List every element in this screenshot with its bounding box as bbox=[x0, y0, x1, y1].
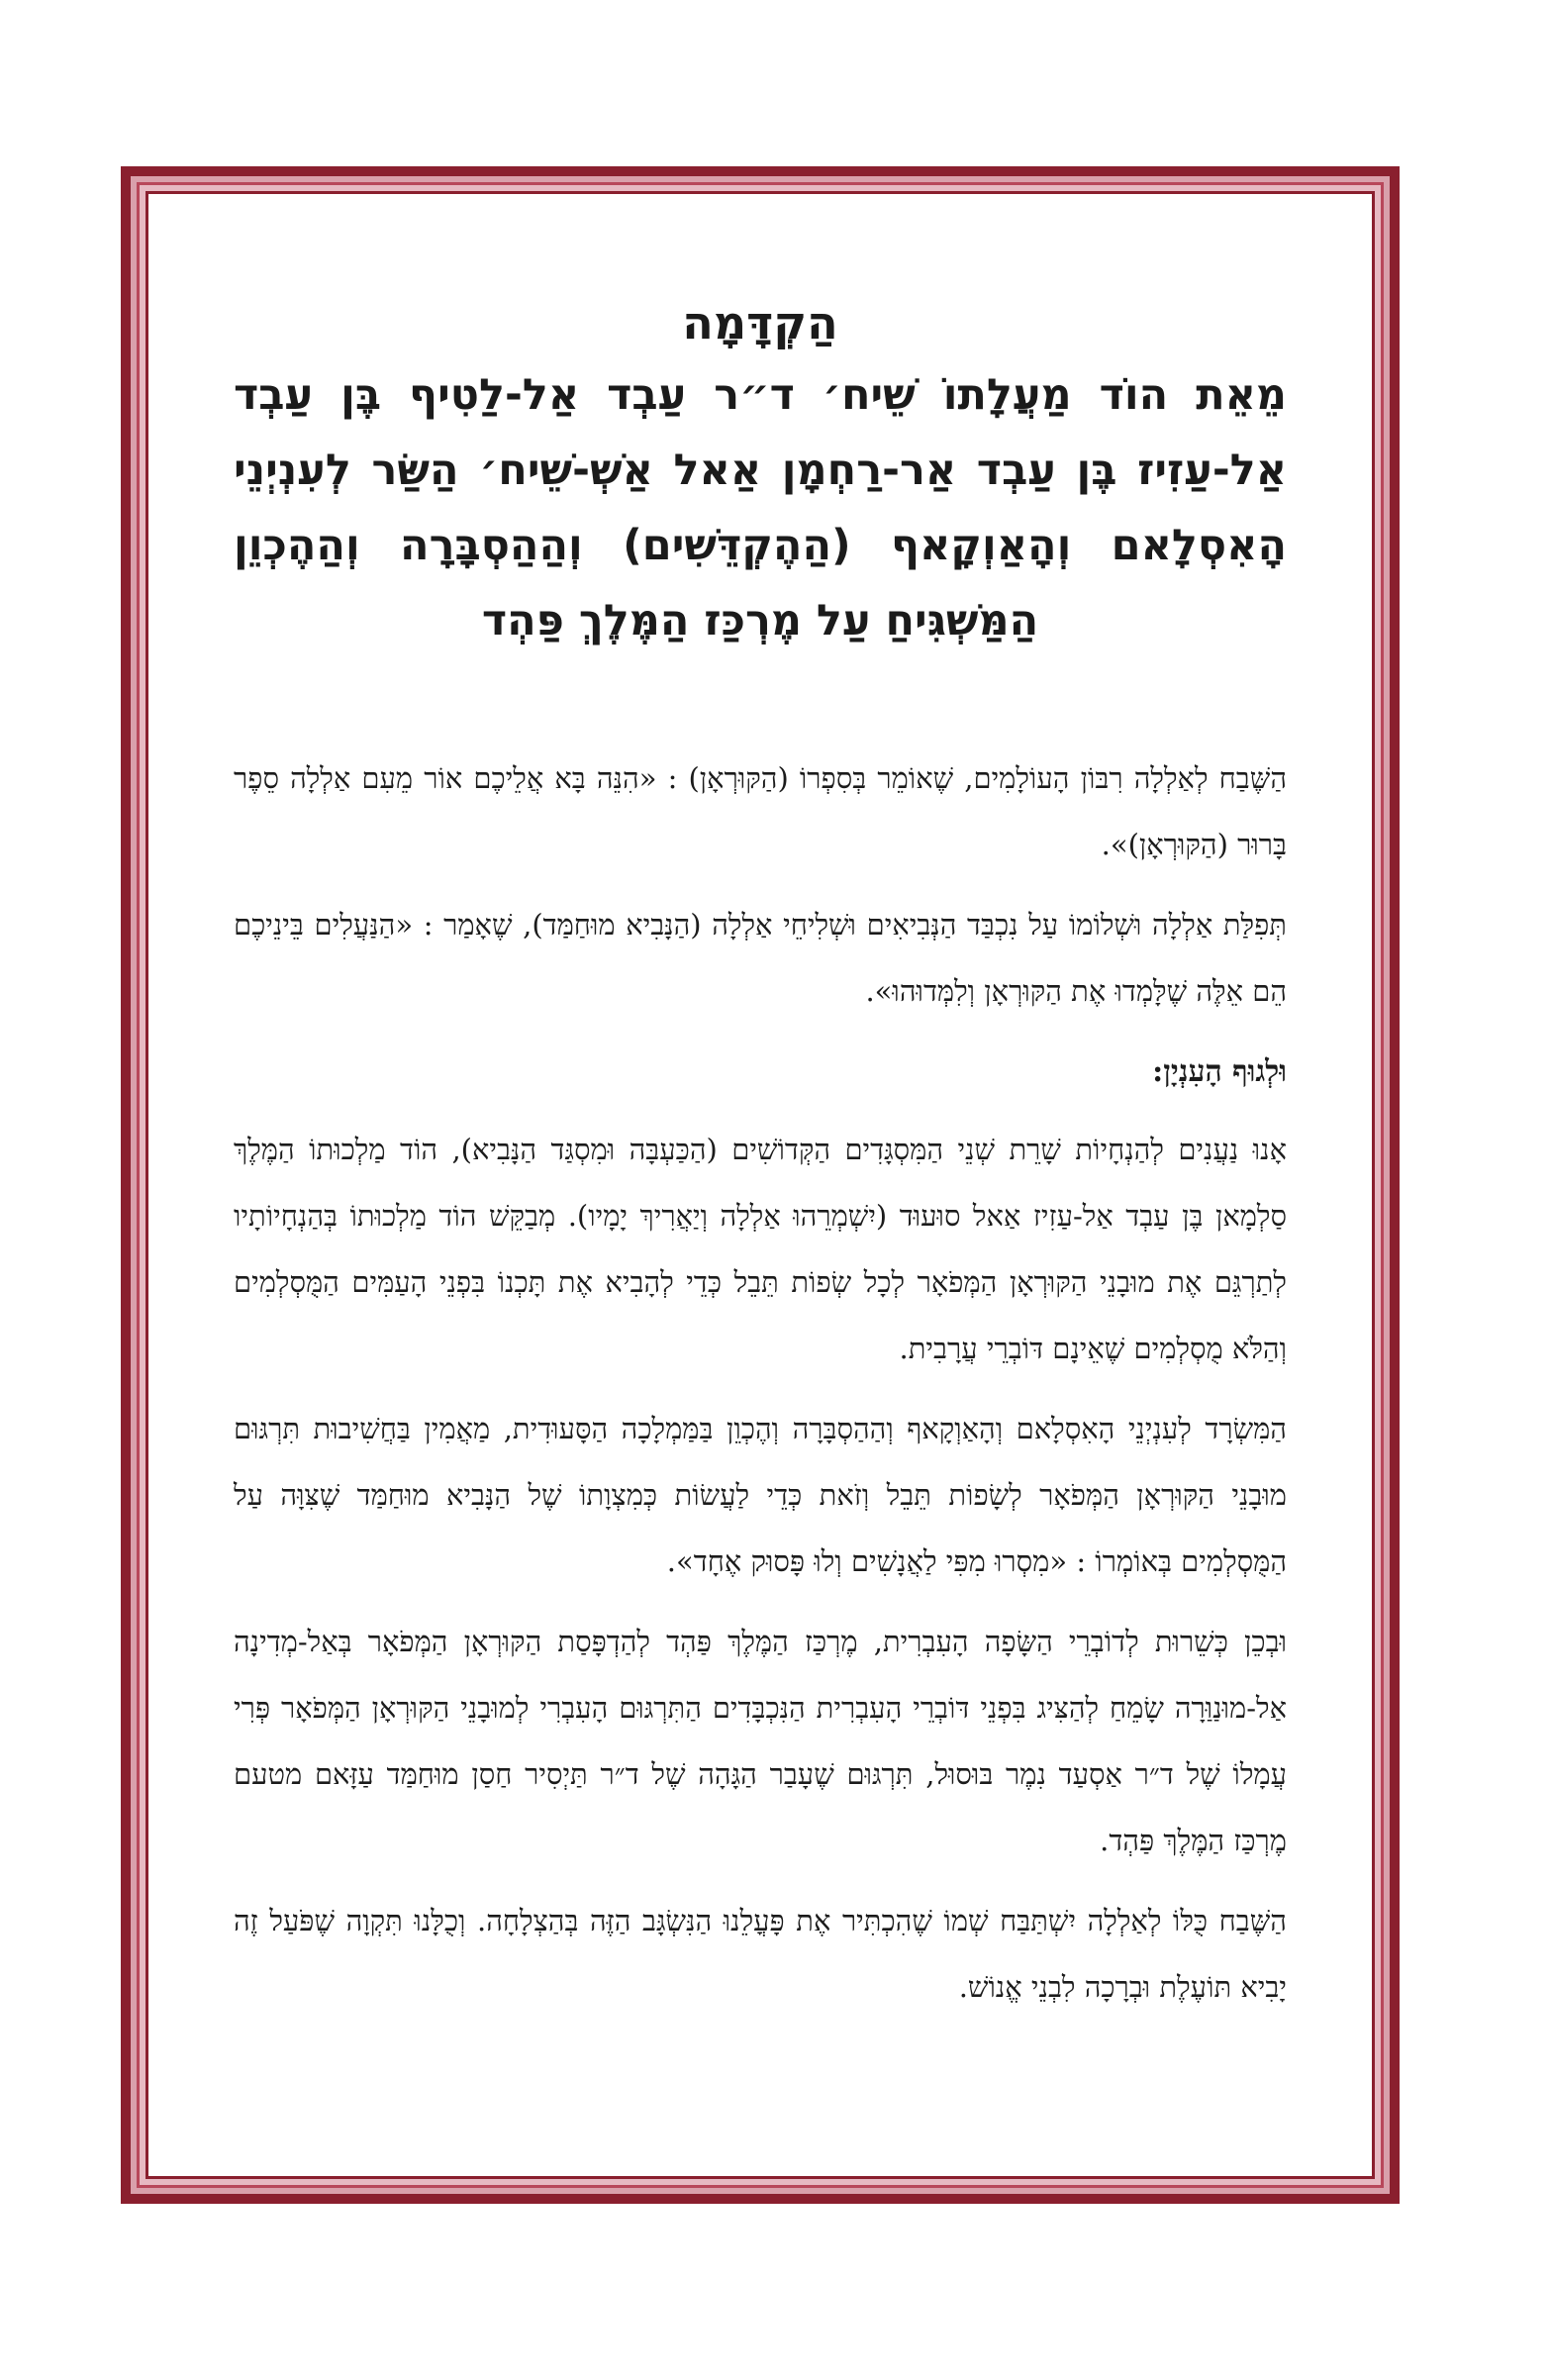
paragraph-2: תְּפִלַּת אַלְלָה וּשְׁלוֹמוֹ עַל נִכְבַּד הַנְּבִיאִים וּשְׁלִיחֵי אַלְלָה (הַנָּבִיא מוּחַמַּד), שֶׁאָמַר : «הַנַּעֲלִים בֵּינֵיכֶם הֵם אֵלֶּה שֶׁלָּמְדוּ אֶת הַקּוּרְאָן וְלִמְּדוּהוּ». bbox=[234, 908, 1287, 1008]
page-border-frame bbox=[121, 166, 1400, 2204]
page-content bbox=[234, 288, 1287, 2136]
section-heading: וּלְגוּף הָעִנְיָן: bbox=[1152, 1054, 1287, 1089]
paragraph-4: הַמִּשְׂרָד לְעִנְיְנֵי הָאִסְלָאם וְהָאַוְקָאף וְהַהַסְבָּרָה וְהֶכְוֵן בַּמַּמְלָכָה הַסָּעוּדִית, מַאֲמִין בַּחֲשִׁיבוּת תִּרְגּוּם מוּבָנֵי הַקּוּרְאָן הַמְּפֹאָר לְשָׂפוֹת תֵּבֵל וְזֹאת כְּדֵי לַעֲשׂוֹת כְּמִצְוָתוֹ שֶׁל הַנָּבִיא מוּחַמַּד שֶׁצִּוָּה עַל הַמֻּסְלְמִים בְּאוֹמְרוֹ : «מִסְרוּ מִפִּי לַאֲנָשִׁים וְלוּ פָּסוּק אֶחָד». bbox=[234, 1412, 1287, 1578]
paragraph-1: הַשֶּׁבַח לְאַלְלָה רִבּוֹן הָעוֹלָמִים, שֶׁאוֹמֵר בְּסִפְרוֹ (הַקּוּרְאָן) : «הִנֵּה בָּא אֲלֵיכֶם אוֹר מֵעִם אַלְלָה סֵפֶר בָּרוּר (הַקּוּרְאָן)». bbox=[234, 761, 1287, 861]
page-subtitle: מֵאֵת הוֹד מַעֲלָתוֹ שֵׁיח׳ ד״ר עַבְד אַל-לַטִיף בֶּן עַבְד אַל-עַזִיז בֶּן עַבְד אַר-רַחְמָן אַאל אַשְׁ-שֵׁיח׳ הַשַּׂר לְעִנְיְנֵי הָאִסְלָאם וְהָאַוְקָאף (הַהֶקְדֵּשִׁים) וְהַהַסְבָּרָה וְהַהֶכְוֵן הַמַּשְׁגִּיחַ עַל מֶרְכַּז הַמֶּלֶךְ פַּהְד bbox=[234, 370, 1287, 645]
paragraph-5: וּבְכֵן כְּשֵׁרוּת לְדוֹבְרֵי הַשָּׂפָה הָעִבְרִית, מֶרְכַּז הַמֶּלֶךְ פַּהְד לְהַדְפָּסַת הַקּוּרְאָן הַמְּפֹאָר בְּאַל-מְדִינָה אַל-מוּנַוַּרָה שָׂמֵחַ לְהַצִּיג בִּפְנֵי דּוֹבְרֵי הָעִבְרִית הַנִּכְבָּדִים הַתִּרְגּוּם הָעִבְרִי לְמוּבָנֵי הַקּוּרְאָן הַמְּפֹאָר פְּרִי עֲמָלוֹ שֶׁל ד״ר אַסְעַד נִמֶר בּוּסוּל, תִּרְגּוּם שֶׁעָבַר הַגָּהָה שֶׁל ד״ר תַּיְסִיר חַסַן מוּחַמַּד עַזָּאם מטעם מֶרְכַּז הַמֶּלֶךְ פַּהְד. bbox=[234, 1625, 1287, 1857]
paragraph-3: אָנוּ נַעֲנִים לְהַנְחָיוֹת שָׁרֵת שְׁנֵי הַמִּסְגָּדִים הַקְּדוֹשִׁים (הַכַּעְבָּה וּמִסְגַּד הַנָּבִיא), הוֹד מַלְכוּתוֹ הַמֶּלֶךְ סַלְמָאן בֶּן עַבְד אַל-עַזִיז אַאל סוּעוּד (יִשְׁמְרֵהוּ אַלְלָה וְיַאֲרִיךְ יָמָיו). מְבַקֵּשׁ הוֹד מַלְכוּתוֹ בְּהַנְחָיוֹתָיו לְתַרְגֵּם אֶת מוּבָנֵי הַקּוּרְאָן הַמְּפֹאָר לְכָל שְׂפוֹת תֵּבֵל כְּדֵי לְהָבִיא אֶת תָּכְנוֹ בִּפְנֵי הָעַמִּים הַמֻּסְלְמִים וְהַלֹּא מֻסְלְמִים שֶׁאֵינָם דּוֹבְרֵי עֲרָבִית. bbox=[234, 1133, 1287, 1365]
page-border-inner bbox=[145, 191, 1375, 2179]
page-border-middle bbox=[137, 182, 1384, 2188]
page-title: הַקְדָּמָה bbox=[682, 296, 838, 349]
title-block bbox=[234, 288, 1287, 658]
body-text bbox=[234, 745, 1287, 2021]
paragraph-6: הַשֶּׁבַח כֻּלּוֹ לְאַלְלָה יִשְׁתַּבַּח שְׁמוֹ שֶׁהִכְתִּיר אֶת פָּעֳלֵנוּ הַנִּשְׂגָּב הַזֶּה בְּהַצְלָחָה. וְכֻלָּנוּ תִּקְוָה שֶׁפֹּעַל זֶה יָבִיא תּוֹעֶלֶת וּבְרָכָה לִבְנֵי אֱנוֹשׁ. bbox=[234, 1904, 1287, 2004]
